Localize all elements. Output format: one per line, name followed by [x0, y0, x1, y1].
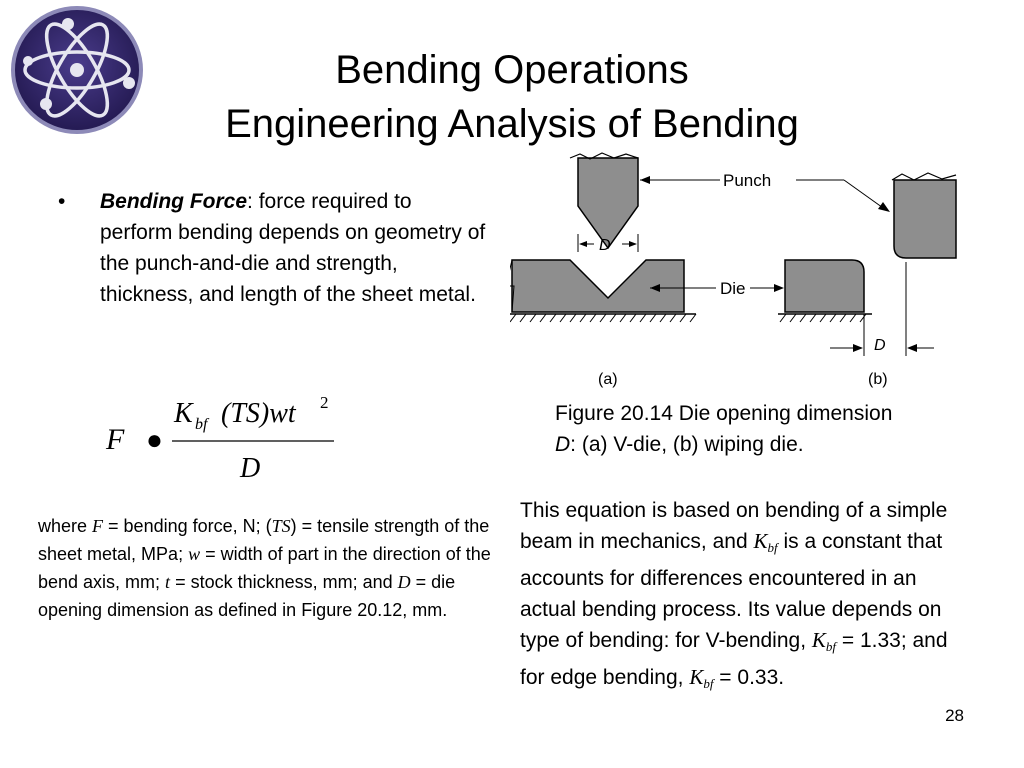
figure-label-b: (b)	[868, 371, 888, 388]
bullet-text: force required to perform bending depends on geometry of the punch-and-die and strength, thickness, and length of the sheet metal.	[100, 190, 486, 306]
die-figure	[510, 150, 970, 395]
variable-definitions	[38, 512, 508, 624]
bending-force-formula	[100, 392, 360, 492]
explanation-text: is a constant that accounts for differences encountered in an actual bending process. Its value depends on type of bending: for V-bending,	[520, 530, 943, 652]
where-text: = width of part in the direction of the bend axis, mm;	[38, 544, 491, 592]
bullet-colon: :	[247, 190, 253, 213]
equation-explanation	[520, 495, 960, 699]
caption-line-1: Figure 20.14 Die opening dimension	[555, 402, 893, 425]
dimension-label-b: D	[874, 337, 886, 354]
kbf-symbol: K	[753, 529, 768, 553]
kbf-symbol: K	[689, 665, 704, 689]
where-var-ts: TS	[271, 516, 291, 536]
kbf-symbol: K	[811, 628, 826, 652]
formula-coeff-sub: bf	[195, 416, 208, 433]
slide-title: Bending Operations	[335, 48, 689, 92]
caption-d: D	[555, 433, 571, 456]
where-var-w: w	[188, 544, 201, 564]
wiping-punch	[894, 180, 956, 258]
atom-logo	[10, 5, 144, 135]
formula-numerator: (TS)wt	[214, 398, 296, 429]
slide-subtitle: Engineering Analysis of Bending	[225, 102, 799, 146]
punch-label: Punch	[723, 171, 772, 190]
explanation-text: This equation is based on bending of a simple beam in mechanics, and	[520, 499, 948, 553]
formula-coeff: K	[174, 398, 193, 429]
where-var-t: t	[165, 572, 171, 592]
atom-icon	[10, 5, 144, 135]
bullet-item	[58, 186, 488, 310]
explanation-text: = 1.33; and for edge bending,	[520, 629, 948, 689]
kbf-subscript: bf	[767, 540, 778, 555]
caption-line-2: : (a) V-die, (b) wiping die.	[570, 433, 804, 456]
where-var-f: F	[92, 516, 104, 536]
where-text: = die opening dimension as defined in Figure 20.12, mm.	[38, 572, 456, 620]
wiping-die	[785, 260, 864, 312]
formula-operator: ●	[146, 425, 163, 456]
where-text: = bending force, N; (	[103, 516, 272, 536]
formula-lhs: F	[106, 423, 125, 456]
v-punch	[578, 158, 638, 248]
bullet-term: Bending Force	[100, 190, 248, 213]
formula-denominator: D	[240, 453, 261, 484]
where-text: where	[38, 516, 93, 536]
bullet-marker: •	[58, 190, 66, 213]
where-var-d: D	[397, 572, 411, 592]
die-label: Die	[720, 279, 746, 298]
formula-exponent: 2	[320, 393, 329, 412]
dimension-label-a: D	[599, 237, 611, 254]
where-text: = stock thickness, mm; and	[170, 572, 398, 592]
kbf-subscript: bf	[825, 639, 837, 654]
kbf-subscript: bf	[703, 676, 714, 691]
figure-label-a: (a)	[598, 371, 618, 388]
figure-caption	[555, 398, 985, 460]
page-number: 28	[945, 706, 964, 725]
explanation-text: = 0.33.	[713, 666, 785, 689]
where-text: ) = tensile strength of the sheet metal, MPa;	[38, 516, 490, 564]
